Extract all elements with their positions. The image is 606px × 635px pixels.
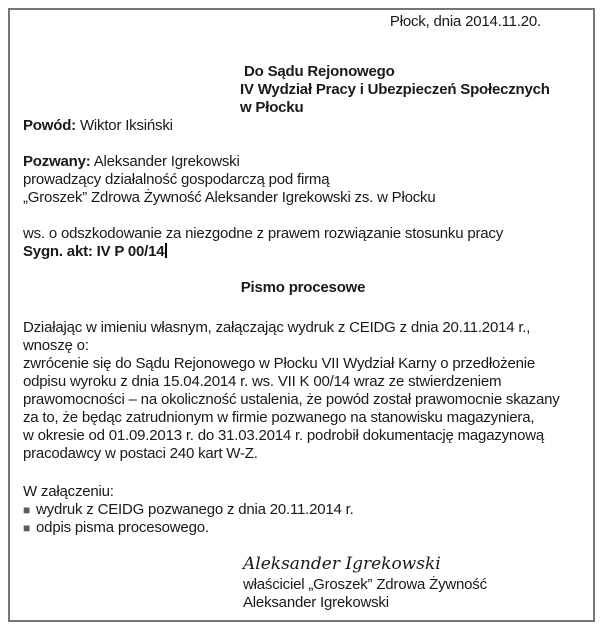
docket-number: Sygn. akt: IV P 00/14 <box>23 243 165 260</box>
attachment-text: odpis pisma procesowego. <box>36 519 209 536</box>
addressee-block <box>240 63 583 117</box>
signature-name: Aleksander Igrekowski <box>243 554 441 574</box>
body-line: Działając w imieniu własnym, załączając wydruk z CEIDG z dnia 20.11.2014 r., <box>23 319 531 336</box>
square-bullet-icon: ■ <box>23 521 31 535</box>
body-line: za to, że będąc zatrudnionym w firmie pozwanego na stanowisku magazyniera, <box>23 409 535 426</box>
plaintiff-line <box>23 117 583 135</box>
defendant-line <box>23 153 583 171</box>
plaintiff-label: Powód: <box>23 117 76 134</box>
signature-title-line: właściciel „Groszek” Zdrowa Żywność <box>243 576 487 593</box>
body-line: w okresie od 01.09.2013 r. do 31.03.2014 r. podrobił dokumentację magazynową <box>23 427 544 444</box>
attachment-item <box>23 501 583 519</box>
defendant-name: Aleksander Igrekowski <box>93 153 240 170</box>
square-bullet-icon: ■ <box>23 503 31 517</box>
addressee-line-division: IV Wydział Pracy i Ubezpieczeń Społecznych <box>240 81 550 98</box>
attachments-heading: W załączeniu: <box>23 483 114 500</box>
body-line: wnoszę o: <box>23 337 89 354</box>
body-line: prawomocności – na okoliczność ustalenia, że powód został prawomocnie skazany <box>23 391 560 408</box>
attachment-item <box>23 519 583 537</box>
addressee-line-court: Do Sądu Rejonowego <box>244 63 395 80</box>
plaintiff-name: Wiktor Iksiński <box>79 117 173 134</box>
attachments-block <box>23 483 583 537</box>
attachment-text: wydruk z CEIDG pozwanego z dnia 20.11.2014 r. <box>36 501 354 518</box>
defendant-firm-line: „Groszek” Zdrowa Żywność Aleksander Igrekowski zs. w Płocku <box>23 189 436 206</box>
case-block <box>23 225 583 261</box>
case-subject-line: ws. o odszkodowanie za niezgodne z prawem rozwiązanie stosunku pracy <box>23 225 503 242</box>
body-line: zwrócenie się do Sądu Rejonowego w Płocku VII Wydział Karny o przedłożenie <box>23 355 536 372</box>
addressee-line-city: w Płocku <box>240 99 304 116</box>
body-line: odpisu wyroku z dnia 15.04.2014 r. ws. VII K 00/14 wraz ze stwierdzeniem <box>23 373 502 390</box>
text-cursor <box>165 243 167 258</box>
signature-printed-name: Aleksander Igrekowski <box>243 594 389 611</box>
document-page[interactable] <box>8 8 595 622</box>
body-paragraph <box>23 319 583 463</box>
defendant-business-line: prowadzący działalność gospodarczą pod firmą <box>23 171 330 188</box>
defendant-label: Pozwany: <box>23 153 91 170</box>
signature-block <box>243 552 583 612</box>
document-title: Pismo procesowe <box>240 279 366 296</box>
date-line: Płock, dnia 2014.11.20. <box>389 13 541 30</box>
body-line: pracodawcy w postaci 240 kart W-Z. <box>23 445 258 462</box>
defendant-block <box>23 153 583 207</box>
docket-line <box>23 243 583 261</box>
